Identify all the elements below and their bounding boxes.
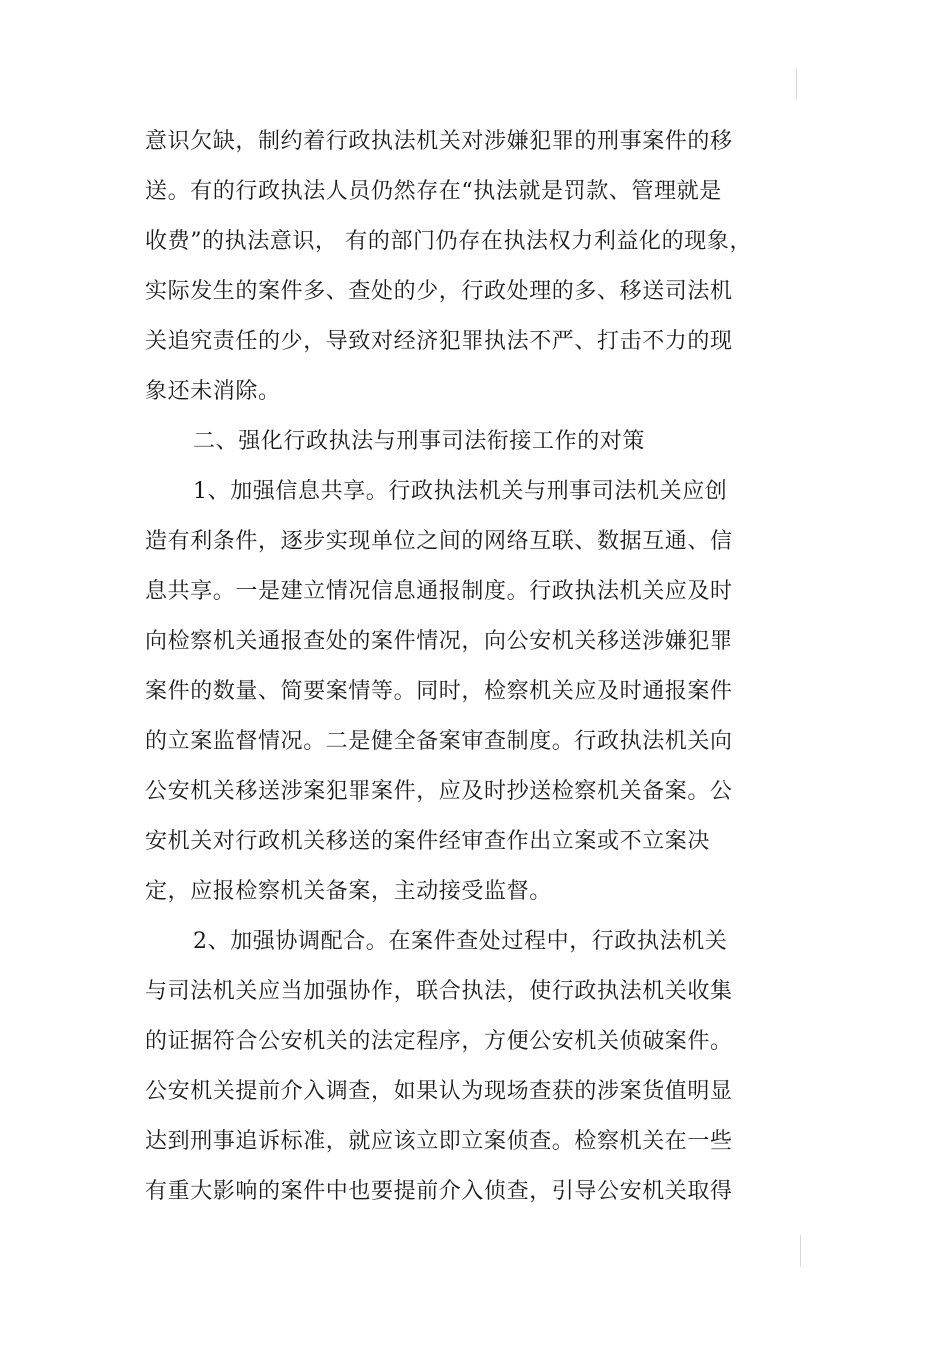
paragraph-line: 有重大影响的案件中也要提前介入侦查，引导公安机关取得 bbox=[145, 1179, 733, 1204]
paragraph-line: 向检察机关通报查处的案件情况，向公安机关移送涉嫌犯罪 bbox=[145, 629, 733, 654]
paragraph-line: 安机关对行政机关移送的案件经审查作出立案或不立案决 bbox=[145, 829, 711, 854]
paragraph-line: 造有利条件，逐步实现单位之间的网络互联、数据互通、信 bbox=[145, 529, 733, 554]
margin-mark-bottom bbox=[800, 1235, 801, 1267]
paragraph-line: 意识欠缺，制约着行政执法机关对涉嫌犯罪的刑事案件的移 bbox=[145, 129, 733, 154]
paragraph-line: 的立案监督情况。二是健全备案审查制度。行政执法机关向 bbox=[145, 729, 733, 754]
section-heading: 二、强化行政执法与刑事司法衔接工作的对策 bbox=[193, 429, 646, 454]
paragraph-line: 达到刑事追诉标准，就应该立即立案侦查。检察机关在一些 bbox=[145, 1129, 733, 1154]
paragraph-line: 1、加强信息共享。行政执法机关与刑事司法机关应创 bbox=[193, 479, 728, 504]
paragraph-line: 关追究责任的少，导致对经济犯罪执法不严、打击不力的现 bbox=[145, 329, 733, 354]
paragraph-line: 息共享。一是建立情况信息通报制度。行政执法机关应及时 bbox=[145, 579, 733, 604]
margin-mark-top bbox=[796, 68, 797, 100]
paragraph-line: 与司法机关应当加强协作，联合执法，使行政执法机关收集 bbox=[145, 979, 733, 1004]
paragraph-line: 公安机关提前介入调查，如果认为现场查获的涉案货值明显 bbox=[145, 1079, 733, 1104]
paragraph-line: 公安机关移送涉案犯罪案件，应及时抄送检察机关备案。公 bbox=[145, 779, 733, 804]
paragraph-line: 象还未消除。 bbox=[145, 379, 281, 404]
paragraph-line: 实际发生的案件多、查处的少，行政处理的多、移送司法机 bbox=[145, 279, 733, 304]
paragraph-line: 定，应报检察机关备案，主动接受监督。 bbox=[145, 879, 552, 904]
paragraph-line: 送。有的行政执法人员仍然存在“执法就是罚款、管理就是 bbox=[145, 179, 722, 204]
paragraph-line: 2、加强协调配合。在案件查处过程中，行政执法机关 bbox=[193, 929, 728, 954]
paragraph-line: 案件的数量、简要案情等。同时，检察机关应及时通报案件 bbox=[145, 679, 733, 704]
paragraph-line: 的证据符合公安机关的法定程序，方便公安机关侦破案件。 bbox=[145, 1029, 733, 1054]
paragraph-line: 收费”的执法意识， 有的部门仍存在执法权力利益化的现象， bbox=[145, 229, 753, 254]
